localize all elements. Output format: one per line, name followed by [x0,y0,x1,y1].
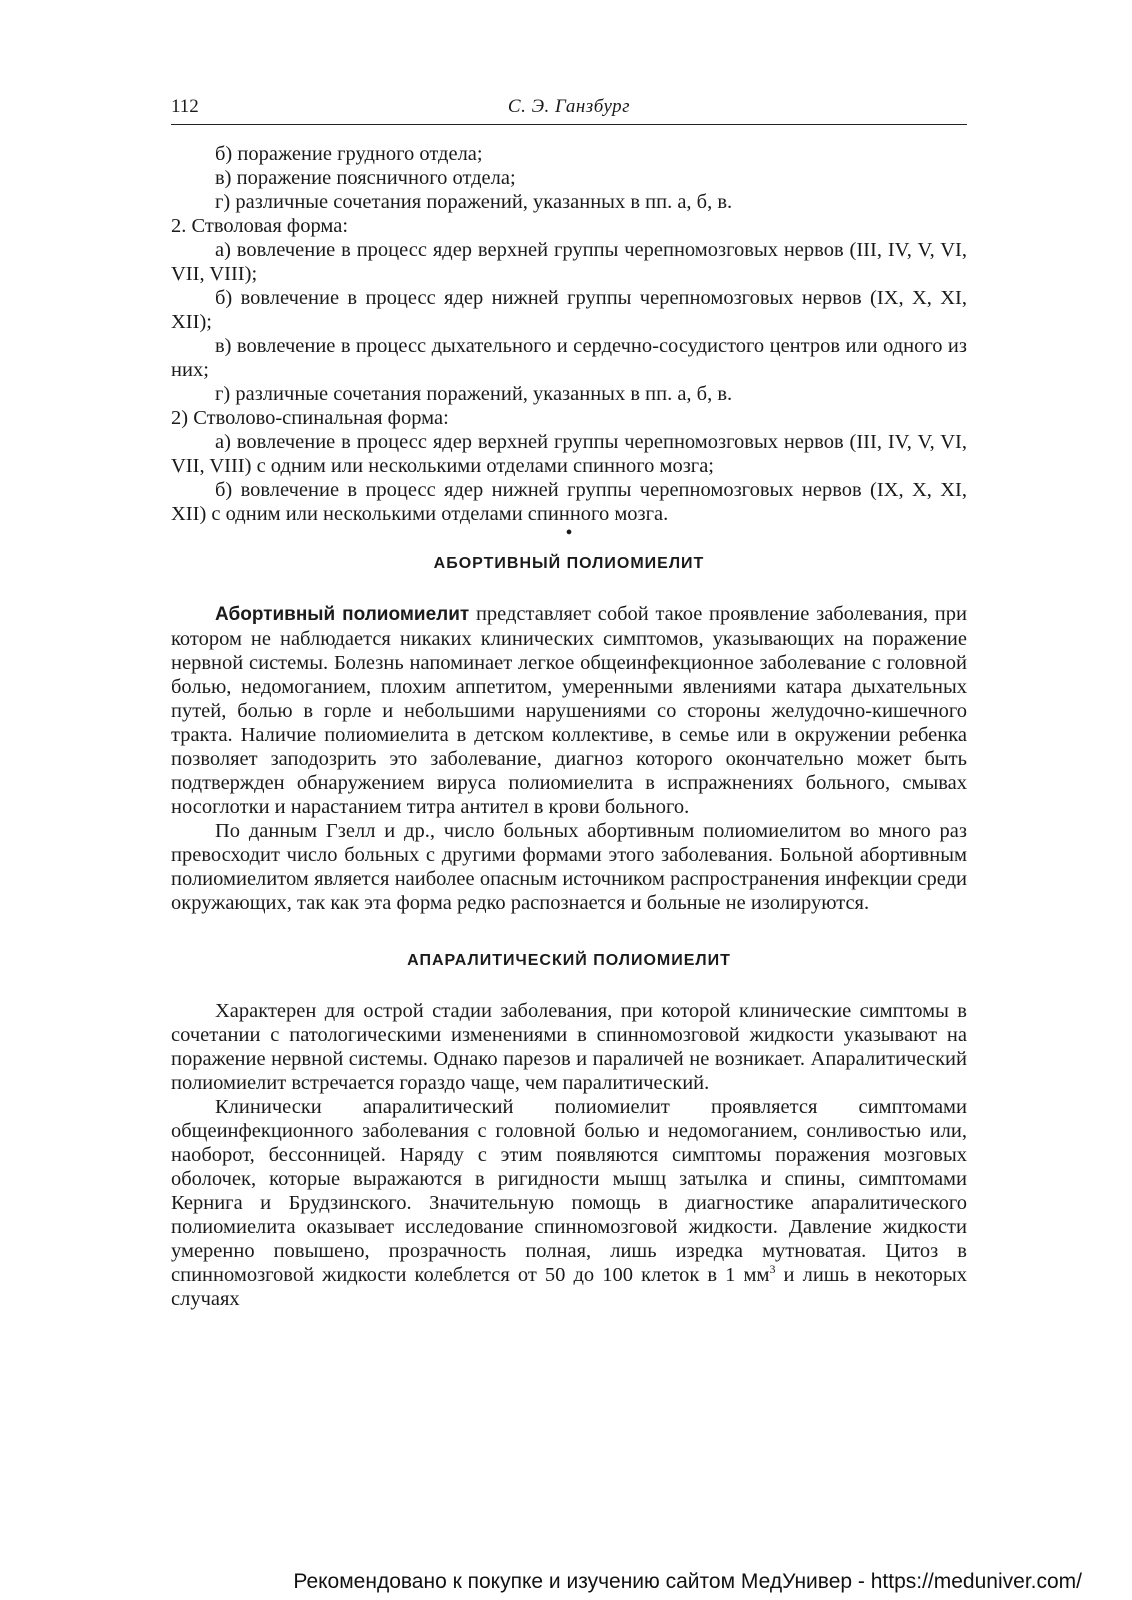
abortive-lead-term: Абортивный полиомиелит [215,604,470,625]
cubic-superscript: 3 [769,1262,776,1277]
aparalytic-paragraph-1: Характерен для острой стадии заболевания, при которой клинические симптомы в сочетании с патологическими изменениями в спинномозговой жидкости указывают на поражение нервной системы. Однако парезов и параличей не возникает. Апаралитический полиомиелит встречается гораздо чаще, чем паралитический. [171,1000,967,1094]
running-head: С. Э. Ганзбург [507,96,631,117]
abortive-paragraph-2: По данным Гзелл и др., число больных абортивным полиомиелитом во много раз превосходит число больных с другими формами этого заболевания. Больной абортивным полиомиелитом является наиболее опасным источником распространения инфекции среди окружающих, так как эта форма редко распознается и больные не изолируются. [171,820,967,914]
stem-form-title: 2. Стволовая форма: [171,215,349,237]
aparalytic-paragraph-2 [171,1095,967,1311]
page-body [171,142,967,1311]
page-header [171,96,967,125]
aparalytic-paragraph-2-tail: и лишь в некоторых случаях [171,1264,967,1310]
list-item-b-thoracic: б) поражение грудного отдела; [215,143,483,165]
aparalytic-paragraph-2-text: Клинически апаралитический полиомиелит проявляется симптомами общеинфекционного заболевания с головной болью и недомоганием, сонливостью или, наоборот, бессонницей. Наряду с этим появляются симптомы поражения мозговых оболочек, которые выражаются в ригидности мышц затылка и спины, симптомами Кернига и Брудзинского. Значительную помощь в диагностике апаралитического полиомиелита оказывает исследование спинномозговой жидкости. Давление жидкости умеренно повышено, прозрачность полная, лишь изредка мутноватая. Цитоз в спинномозговой жидкости колеблется от 50 до 100 клеток в 1 мм [171,1096,967,1286]
heading-abortive: АБОРТИВНЫЙ ПОЛИОМИЕЛИТ [433,555,705,572]
stem-form-item-v: в) вовлечение в процесс дыхательного и сердечно-сосудистого центров или одного из них; [171,335,967,381]
stem-form-item-a: а) вовлечение в процесс ядер верхней группы черепномозговых нервов (III, IV, V, VI, VII, VIII); [171,239,967,285]
stem-form-item-g: г) различные сочетания поражений, указанных в пп. а, б, в. [215,383,733,405]
page-number: 112 [171,96,199,117]
stem-spinal-form-title: 2) Стволово-спинальная форма: [171,407,449,429]
stem-form-item-b: б) вовлечение в процесс ядер нижней группы черепномозговых нервов (IX, X, XI, XII); [171,287,967,333]
abortive-paragraph-1-text: представляет собой такое проявление заболевания, при котором не наблюдается никаких клинических симптомов, указывающих на поражение нервной системы. Болезнь напоминает легкое общеинфекционное заболевание с головной болью, недомоганием, плохим аппетитом, умеренными явлениями катара дыхательных путей, болью в горле и небольшими нарушениями со стороны желудочно-кишечного тракта. Наличие полиомиелита в детском коллективе, в семье или в окружении ребенка позволяет заподозрить это заболевание, диагноз которого окончательно может быть подтвержден обнаружением вируса полиомиелита в испражнениях больного, смывах носоглотки и нарастанием титра антител в крови больного. [171,603,967,818]
separator-dot: • [565,522,573,544]
footer-recommendation: Рекомендовано к покупке и изучению сайтом МедУнивер - https://meduniver.com/ [293,1570,1082,1593]
abortive-paragraph-1 [171,602,967,819]
stem-spinal-form-item-b: б) вовлечение в процесс ядер нижней группы черепномозговых нервов (IX, X, XI, XII) с одним или несколькими отделами спинного мозга. [171,479,967,525]
list-item-g-combinations: г) различные сочетания поражений, указанных в пп. а, б, в. [215,191,733,213]
stem-spinal-form-item-a: а) вовлечение в процесс ядер верхней группы черепномозговых нервов (III, IV, V, VI, VII, VIII) с одним или несколькими отделами спинного мозга; [171,431,967,477]
heading-aparalytic: АПАРАЛИТИЧЕСКИЙ ПОЛИОМИЕЛИТ [407,952,731,969]
list-item-v-lumbar: в) поражение поясничного отдела; [215,167,516,189]
